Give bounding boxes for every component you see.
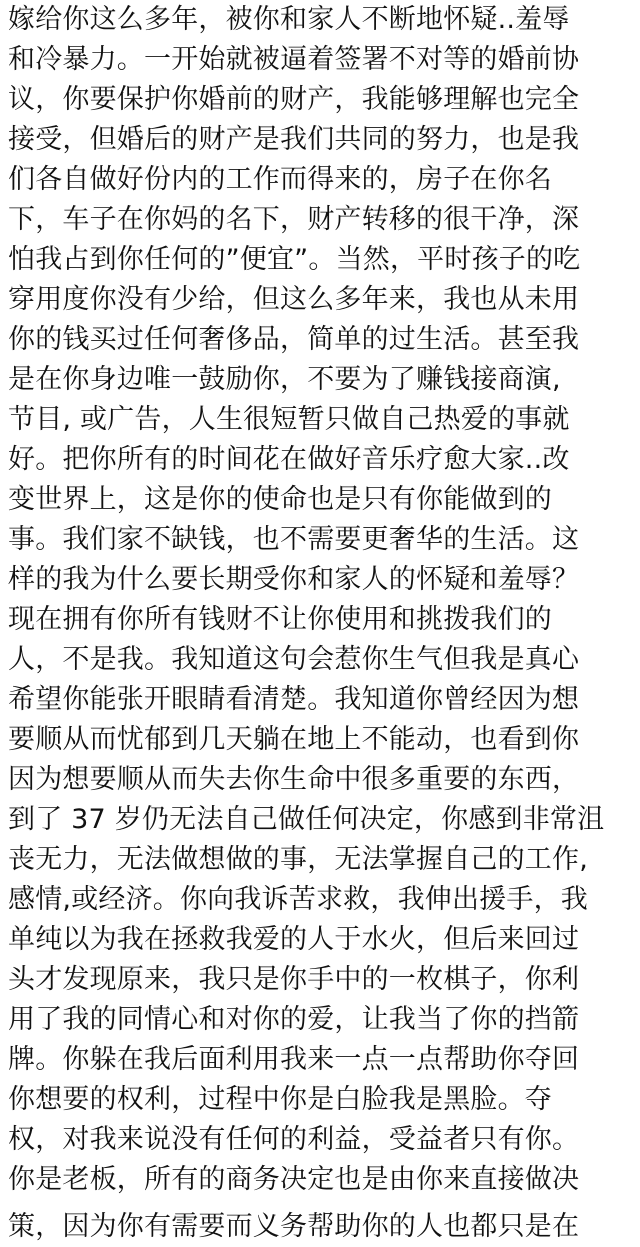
text-line-29: 权，对我来说没有任何的利益，受益者只有你。 <box>8 1124 580 1155</box>
text-line-20: 因为想要顺从而失去你生命中很多重要的东西， <box>8 764 580 795</box>
text-line-26: 用了我的同情心和对你的爱，让我当了你的挡箭 <box>8 1004 580 1035</box>
text-line-21: 到了 37 岁仍无法自己做任何决定，你感到非常沮 <box>8 804 605 835</box>
text-line-31: 策，因为你有需要而义务帮助你的人也都只是在 <box>8 1211 580 1242</box>
text-line-16: 现在拥有你所有钱财不让你使用和挑拨我们的 <box>8 604 552 635</box>
text-line-14: 事。我们家不缺钱，也不需要更奢华的生活。这 <box>8 524 580 555</box>
text-line-30: 你是老板，所有的商务决定也是由你来直接做决 <box>8 1164 580 1195</box>
text-line-4: 接受，但婚后的财产是我们共同的努力，也是我 <box>8 124 580 155</box>
text-line-28: 你想要的权利，过程中你是白脸我是黑脸。夺 <box>8 1084 552 1115</box>
text-line-19: 要顺从而忧郁到几天躺在地上不能动，也看到你 <box>8 724 580 755</box>
text-line-24: 单纯以为我在拯救我爱的人于水火，但后来回过 <box>8 924 580 955</box>
text-line-13: 变世界上，这是你的使命也是只有你能做到的 <box>8 484 552 515</box>
text-line-2: 和冷暴力。一开始就被逼着签署不对等的婚前协 <box>8 44 580 75</box>
text-line-23: 感情,或经济。你向我诉苦求救，我伸出援手，我 <box>8 884 588 915</box>
text-line-12: 好。把你所有的时间花在做好音乐疗愈大家..改 <box>8 444 570 475</box>
text-line-6: 下，车子在你妈的名下，财产转移的很干净，深 <box>8 204 580 235</box>
text-line-22: 丧无力，无法做想做的事，无法掌握自己的工作, <box>8 844 588 875</box>
text-line-10: 是在你身边唯一鼓励你，不要为了赚钱接商演, <box>8 364 561 395</box>
text-line-9: 你的钱买过任何奢侈品，简单的过生活。甚至我 <box>8 324 580 355</box>
text-line-17: 人，不是我。我知道这句会惹你生气但我是真心 <box>8 644 580 675</box>
text-line-1: 嫁给你这么多年，被你和家人不断地怀疑..羞辱 <box>8 4 570 35</box>
text-line-18: 希望你能张开眼睛看清楚。我知道你曾经因为想 <box>8 684 580 715</box>
text-line-15: 样的我为什么要长期受你和家人的怀疑和羞辱？ <box>8 564 580 595</box>
text-line-11: 节目, 或广告，人生很短暂只做自己热爱的事就 <box>8 404 570 435</box>
text-line-7: 怕我占到你任何的”便宜”。当然，平时孩子的吃 <box>8 244 581 275</box>
text-line-5: 们各自做好份内的工作而得来的，房子在你名 <box>8 164 552 195</box>
text-line-8: 穿用度你没有少给，但这么多年来，我也从未用 <box>8 284 580 315</box>
text-line-3: 议，你要保护你婚前的财产，我能够理解也完全 <box>8 84 580 115</box>
text-line-25: 头才发现原来，我只是你手中的一枚棋子，你利 <box>8 964 580 995</box>
text-line-27: 牌。你躲在我后面利用我来一点一点帮助你夺回 <box>8 1044 580 1075</box>
